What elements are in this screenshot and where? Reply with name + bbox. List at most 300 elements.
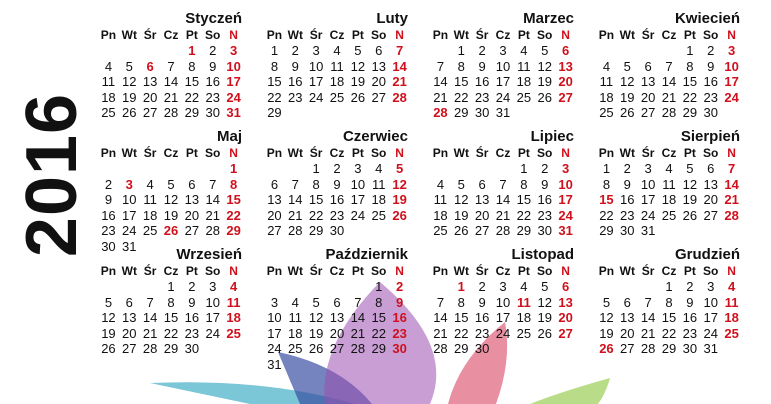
dates-grid xyxy=(264,161,410,239)
day-cell: 29 xyxy=(371,341,386,356)
day-cell: 24 xyxy=(308,89,324,105)
day-cell: 6 xyxy=(561,43,570,58)
day-cell: 7 xyxy=(167,58,175,74)
weekday-label: N xyxy=(395,146,404,160)
day-cell: 24 xyxy=(495,325,511,341)
day-cell: 4 xyxy=(520,43,528,58)
day-cell: 23 xyxy=(288,89,303,105)
day-cell: 14 xyxy=(661,74,677,89)
day-cell: 27 xyxy=(558,89,573,105)
day-cell: 20 xyxy=(184,207,200,223)
day-cell: 2 xyxy=(478,279,486,294)
month-calendar xyxy=(596,10,742,128)
day-cell: 5 xyxy=(395,161,404,176)
day-cell: 5 xyxy=(623,58,631,74)
day-cell: 13 xyxy=(620,310,635,325)
empty-cell xyxy=(285,279,306,295)
day-cell: 14 xyxy=(288,192,303,207)
weekday-label: Wt xyxy=(619,264,635,278)
day-cell: 15 xyxy=(516,192,532,207)
day-cell: 10 xyxy=(122,192,137,207)
day-cell: 19 xyxy=(392,192,407,207)
day-cell: 24 xyxy=(724,89,739,105)
day-cell: 31 xyxy=(495,105,511,120)
weekday-label: Pn xyxy=(598,146,615,160)
day-cell: 19 xyxy=(599,325,614,341)
day-cell: 17 xyxy=(122,207,137,223)
weekday-label: N xyxy=(229,264,238,278)
day-cell: 4 xyxy=(291,294,299,310)
day-cell: 21 xyxy=(205,207,220,223)
day-cell: 31 xyxy=(267,356,282,372)
weekday-label: Śr xyxy=(309,146,323,160)
weekday-label: Wt xyxy=(287,146,303,160)
day-cell: 16 xyxy=(474,74,490,89)
day-cell: 5 xyxy=(602,294,611,310)
weekday-label: So xyxy=(703,28,719,42)
month-name: Sierpień xyxy=(680,128,740,145)
day-cell: 15 xyxy=(184,74,200,89)
day-cell: 22 xyxy=(454,325,469,341)
dates-grid xyxy=(98,279,244,357)
day-cell: 28 xyxy=(288,223,303,238)
empty-cell xyxy=(285,161,306,177)
day-cell: 11 xyxy=(517,58,531,74)
day-cell: 16 xyxy=(101,207,116,223)
day-cell: 26 xyxy=(537,325,552,341)
day-cell: 11 xyxy=(599,74,614,89)
weekday-label: Cz xyxy=(495,264,511,278)
day-cell: 8 xyxy=(188,58,196,74)
month-name: Czerwiec xyxy=(342,128,408,145)
day-cell: 7 xyxy=(436,58,445,74)
weekday-label: N xyxy=(727,146,736,160)
weekday-label: Pt xyxy=(185,264,198,278)
day-cell: 21 xyxy=(495,207,511,223)
day-cell: 2 xyxy=(291,43,299,58)
day-cell: 2 xyxy=(686,279,694,294)
day-cell: 5 xyxy=(354,43,362,58)
day-cell: 2 xyxy=(209,43,217,58)
day-cell: 28 xyxy=(392,89,407,105)
weekday-label: Pn xyxy=(432,28,449,42)
day-cell: 6 xyxy=(707,161,715,176)
day-cell: 31 xyxy=(558,223,573,238)
day-cell: 18 xyxy=(599,89,614,105)
day-cell: 24 xyxy=(495,89,511,105)
day-cell: 12 xyxy=(350,58,366,74)
day-cell: 3 xyxy=(209,279,217,294)
weekday-label: Pn xyxy=(100,28,117,42)
empty-cell xyxy=(596,43,617,59)
day-cell: 19 xyxy=(682,192,698,207)
day-cell: 6 xyxy=(644,58,652,74)
day-cell: 17 xyxy=(205,310,220,325)
weekday-label: Wt xyxy=(453,28,469,42)
day-cell: 15 xyxy=(454,74,469,89)
day-cell: 9 xyxy=(395,294,404,310)
day-cell: 8 xyxy=(270,58,279,74)
empty-cell xyxy=(347,279,368,295)
day-cell: 22 xyxy=(267,89,282,105)
weekday-label: Wt xyxy=(619,28,635,42)
day-cell: 11 xyxy=(226,294,241,310)
day-cell: 26 xyxy=(537,89,552,105)
day-cell: 16 xyxy=(329,192,345,207)
day-cell: 9 xyxy=(478,58,486,74)
day-cell: 3 xyxy=(270,294,279,310)
day-cell: 12 xyxy=(308,310,324,325)
day-cell: 1 xyxy=(375,279,383,294)
day-cell: 3 xyxy=(499,279,507,294)
day-cell: 26 xyxy=(599,341,614,356)
day-cell: 5 xyxy=(457,176,465,192)
weekday-header xyxy=(430,146,576,161)
day-cell: 5 xyxy=(312,294,320,310)
empty-cell xyxy=(119,279,140,295)
day-cell: 6 xyxy=(188,176,196,192)
month-calendar xyxy=(430,128,576,246)
day-cell: 8 xyxy=(167,294,175,310)
day-cell: 16 xyxy=(288,74,303,89)
weekday-label: Pn xyxy=(432,146,449,160)
weekday-label: Pt xyxy=(517,28,530,42)
petal-green xyxy=(530,378,610,404)
day-cell: 25 xyxy=(724,325,739,341)
day-cell: 3 xyxy=(561,161,570,176)
month-calendar xyxy=(264,10,410,128)
day-cell: 16 xyxy=(620,192,635,207)
day-cell: 19 xyxy=(350,74,366,89)
day-cell: 23 xyxy=(184,325,200,341)
weekday-label: Wt xyxy=(287,28,303,42)
day-cell: 29 xyxy=(454,341,469,356)
weekday-label: Pn xyxy=(266,264,283,278)
weekday-label: Cz xyxy=(329,146,345,160)
day-cell: 21 xyxy=(392,74,407,89)
day-cell: 6 xyxy=(333,294,341,310)
day-cell: 16 xyxy=(184,310,200,325)
day-cell: 28 xyxy=(433,341,448,356)
day-cell: 1 xyxy=(457,43,465,58)
day-cell: 11 xyxy=(724,294,739,310)
weekday-label: So xyxy=(703,264,719,278)
day-cell: 21 xyxy=(350,325,366,341)
month-name: Październik xyxy=(325,246,408,263)
day-cell: 28 xyxy=(205,223,220,238)
day-cell: 2 xyxy=(395,279,404,294)
day-cell: 18 xyxy=(661,192,677,207)
day-cell: 20 xyxy=(371,74,386,89)
day-cell: 23 xyxy=(620,207,635,223)
day-cell: 21 xyxy=(288,207,303,223)
empty-cell xyxy=(659,43,680,59)
weekday-label: Pt xyxy=(683,264,696,278)
day-cell: 23 xyxy=(205,89,220,105)
day-cell: 1 xyxy=(312,161,320,176)
day-cell: 15 xyxy=(661,310,677,325)
weekday-label: N xyxy=(561,28,570,42)
dates-grid xyxy=(264,43,410,121)
day-cell: 20 xyxy=(474,207,490,223)
weekday-label: Pt xyxy=(683,28,696,42)
weekday-header xyxy=(596,264,742,279)
empty-cell xyxy=(181,161,202,177)
day-cell: 4 xyxy=(333,43,341,58)
weekday-label: Pn xyxy=(266,28,283,42)
day-cell: 7 xyxy=(727,161,736,176)
day-cell: 29 xyxy=(661,341,677,356)
weekday-label: Pn xyxy=(432,264,449,278)
day-cell: 18 xyxy=(142,207,158,223)
day-cell: 8 xyxy=(686,58,694,74)
day-cell: 4 xyxy=(727,279,736,294)
weekday-label: Cz xyxy=(163,146,179,160)
day-cell: 9 xyxy=(541,176,549,192)
day-cell: 10 xyxy=(640,176,656,192)
day-cell: 11 xyxy=(288,310,303,325)
day-cell: 15 xyxy=(163,310,179,325)
day-cell: 28 xyxy=(433,105,448,120)
weekday-label: Pt xyxy=(683,146,696,160)
day-cell: 7 xyxy=(395,43,404,58)
day-cell: 15 xyxy=(226,192,241,207)
day-cell: 12 xyxy=(163,192,179,207)
day-cell: 24 xyxy=(226,89,241,105)
day-cell: 11 xyxy=(433,192,448,207)
dates-grid xyxy=(596,161,742,239)
day-cell: 16 xyxy=(474,310,490,325)
weekday-label: Cz xyxy=(661,264,677,278)
day-cell: 12 xyxy=(392,176,407,192)
day-cell: 17 xyxy=(308,74,324,89)
day-cell: 8 xyxy=(375,294,383,310)
month-name: Lipiec xyxy=(530,128,574,145)
dates-grid xyxy=(596,279,742,357)
weekday-label: Pn xyxy=(266,146,283,160)
day-cell: 10 xyxy=(703,294,718,310)
day-cell: 2 xyxy=(707,43,715,58)
day-cell: 30 xyxy=(703,105,718,120)
day-cell: 14 xyxy=(142,310,158,325)
day-cell: 7 xyxy=(436,294,445,310)
weekday-label: Śr xyxy=(309,264,323,278)
day-cell: 22 xyxy=(516,207,532,223)
day-cell: 28 xyxy=(495,223,511,238)
day-cell: 29 xyxy=(599,223,614,238)
weekday-label: Wt xyxy=(287,264,303,278)
day-cell: 13 xyxy=(267,192,282,207)
day-cell: 1 xyxy=(686,43,694,58)
day-cell: 4 xyxy=(436,176,445,192)
day-cell: 30 xyxy=(329,223,345,238)
day-cell: 8 xyxy=(602,176,611,192)
month-calendar xyxy=(98,128,244,254)
empty-cell xyxy=(161,161,182,177)
day-cell: 20 xyxy=(122,325,137,341)
day-cell: 30 xyxy=(392,341,407,356)
day-cell: 27 xyxy=(703,207,718,223)
day-cell: 23 xyxy=(703,89,718,105)
weekday-label: Pt xyxy=(517,146,530,160)
day-cell: 23 xyxy=(329,207,345,223)
day-cell: 29 xyxy=(308,223,324,238)
day-cell: 2 xyxy=(104,176,113,192)
empty-cell xyxy=(202,161,223,177)
day-cell: 16 xyxy=(703,74,718,89)
dates-grid xyxy=(430,43,576,121)
month-calendar xyxy=(264,128,410,246)
weekday-label: Cz xyxy=(163,28,179,42)
day-cell: 13 xyxy=(558,58,573,74)
day-cell: 8 xyxy=(520,176,528,192)
day-cell: 11 xyxy=(371,176,386,192)
weekday-label: Pn xyxy=(598,264,615,278)
day-cell: 3 xyxy=(229,43,238,58)
day-cell: 27 xyxy=(329,341,345,356)
day-cell: 19 xyxy=(537,74,552,89)
day-cell: 22 xyxy=(661,325,677,341)
day-cell: 13 xyxy=(371,58,386,74)
day-cell: 20 xyxy=(640,89,656,105)
empty-cell xyxy=(617,279,638,295)
day-cell: 15 xyxy=(267,74,282,89)
day-cell: 25 xyxy=(599,105,614,120)
day-cell: 10 xyxy=(226,58,241,74)
month-calendar xyxy=(596,246,742,364)
day-cell: 28 xyxy=(640,341,656,356)
day-cell: 15 xyxy=(308,192,324,207)
day-cell: 22 xyxy=(308,207,324,223)
empty-cell xyxy=(430,43,451,59)
empty-cell xyxy=(140,161,161,177)
weekday-label: N xyxy=(229,146,238,160)
day-cell: 30 xyxy=(474,105,490,120)
day-cell: 19 xyxy=(122,89,137,105)
day-cell: 5 xyxy=(686,161,694,176)
day-cell: 22 xyxy=(184,89,200,105)
day-cell: 24 xyxy=(350,207,366,223)
day-cell: 6 xyxy=(623,294,631,310)
weekday-label: Wt xyxy=(453,146,469,160)
day-cell: 25 xyxy=(433,223,448,238)
day-cell: 7 xyxy=(354,294,362,310)
day-cell: 16 xyxy=(392,310,407,325)
day-cell: 14 xyxy=(392,58,407,74)
weekday-label: Pt xyxy=(185,146,198,160)
day-cell: 4 xyxy=(229,279,238,294)
day-cell: 4 xyxy=(602,58,611,74)
month-name: Grudzień xyxy=(674,246,740,263)
day-cell: 27 xyxy=(558,325,573,341)
year-label xyxy=(12,50,93,300)
weekday-label: N xyxy=(229,28,238,42)
day-cell: 17 xyxy=(267,325,282,341)
day-cell: 8 xyxy=(457,294,465,310)
empty-cell xyxy=(617,43,638,59)
day-cell: 25 xyxy=(288,341,303,356)
day-cell: 20 xyxy=(558,74,573,89)
day-cell: 3 xyxy=(354,161,362,176)
day-cell: 2 xyxy=(478,43,486,58)
day-cell: 15 xyxy=(371,310,386,325)
empty-cell xyxy=(98,161,119,177)
weekday-label: So xyxy=(537,146,553,160)
day-cell: 9 xyxy=(209,58,217,74)
day-cell: 5 xyxy=(125,58,133,74)
day-cell: 25 xyxy=(516,89,532,105)
day-cell: 28 xyxy=(350,341,366,356)
day-cell: 20 xyxy=(142,89,158,105)
day-cell: 6 xyxy=(270,176,279,192)
day-cell: 6 xyxy=(375,43,383,58)
day-cell: 1 xyxy=(457,279,465,294)
day-cell: 7 xyxy=(291,176,299,192)
empty-cell xyxy=(264,161,285,177)
day-cell: 10 xyxy=(495,58,511,74)
day-cell: 21 xyxy=(661,89,677,105)
day-cell: 10 xyxy=(205,294,220,310)
weekday-header xyxy=(98,146,244,161)
month-name: Marzec xyxy=(523,10,574,27)
weekday-label: Pn xyxy=(100,146,117,160)
day-cell: 29 xyxy=(226,223,241,238)
day-cell: 12 xyxy=(537,294,552,310)
day-cell: 9 xyxy=(104,192,113,207)
empty-cell xyxy=(430,161,451,177)
day-cell: 1 xyxy=(270,43,279,58)
empty-cell xyxy=(596,279,617,295)
day-cell: 23 xyxy=(101,223,116,238)
day-cell: 3 xyxy=(125,176,133,192)
empty-cell xyxy=(98,279,119,295)
month-name: Listopad xyxy=(511,246,574,263)
day-cell: 22 xyxy=(599,207,614,223)
day-cell: 18 xyxy=(226,310,241,325)
day-cell: 11 xyxy=(662,176,676,192)
day-cell: 17 xyxy=(703,310,718,325)
day-cell: 18 xyxy=(288,325,303,341)
weekday-label: Wt xyxy=(619,146,635,160)
day-cell: 6 xyxy=(561,279,570,294)
weekday-header xyxy=(264,28,410,43)
empty-cell xyxy=(264,279,285,295)
day-cell: 23 xyxy=(474,325,490,341)
day-cell: 30 xyxy=(620,223,635,238)
day-cell: 5 xyxy=(167,176,175,192)
day-cell: 26 xyxy=(163,223,179,238)
day-cell: 27 xyxy=(184,223,200,238)
day-cell: 21 xyxy=(433,325,448,341)
weekday-label: Pn xyxy=(100,264,117,278)
month-calendar xyxy=(596,128,742,246)
weekday-label: Śr xyxy=(475,264,489,278)
weekday-label: Wt xyxy=(121,264,137,278)
day-cell: 11 xyxy=(330,58,344,74)
day-cell: 12 xyxy=(620,74,635,89)
day-cell: 15 xyxy=(599,192,614,207)
empty-cell xyxy=(161,43,182,59)
weekday-label: Pt xyxy=(351,146,364,160)
weekday-label: Śr xyxy=(475,28,489,42)
weekday-label: Cz xyxy=(329,264,345,278)
dates-grid xyxy=(264,279,410,372)
day-cell: 31 xyxy=(640,223,656,238)
day-cell: 29 xyxy=(516,223,532,238)
weekday-label: So xyxy=(371,264,387,278)
day-cell: 3 xyxy=(707,279,715,294)
day-cell: 12 xyxy=(122,74,137,89)
